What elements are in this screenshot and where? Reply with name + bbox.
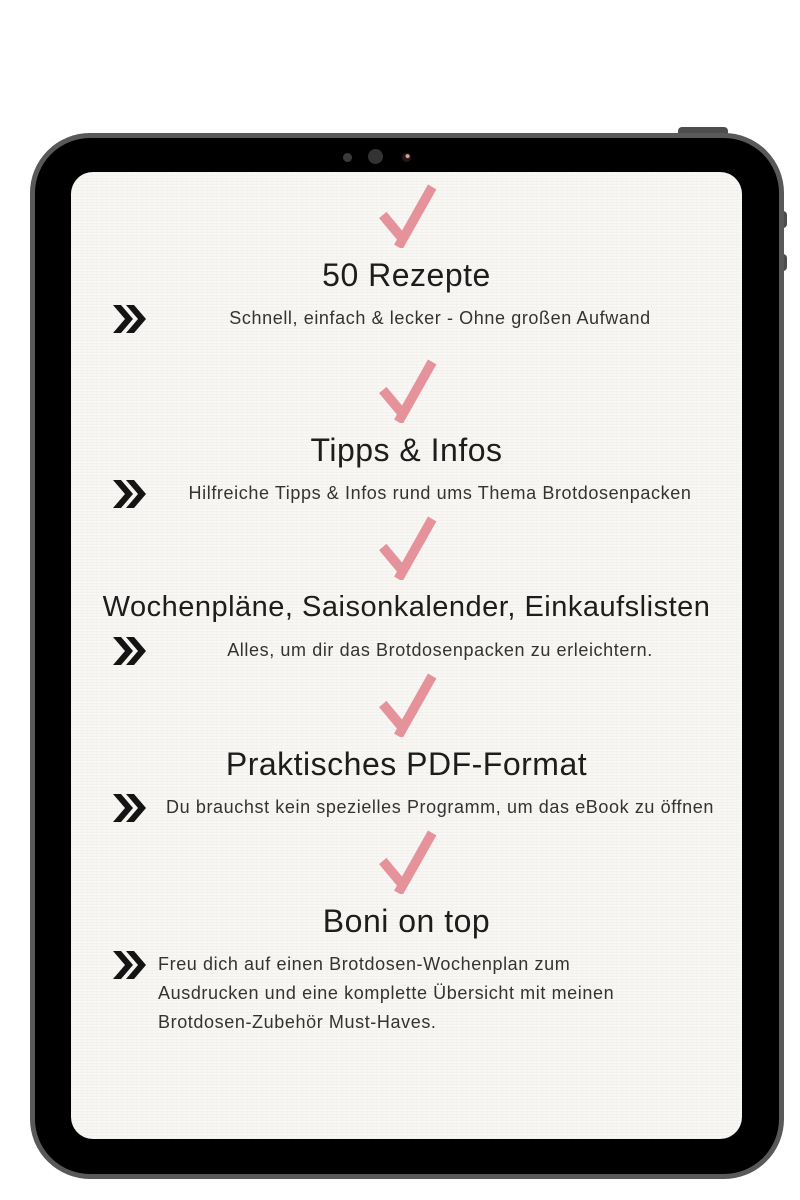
feature-description: Freu dich auf einen Brotdosen-Wochenplan zum Ausdrucken und eine komplette Übersicht mit meinen Brotdosen-Zubehör Must-Haves. — [158, 954, 615, 1032]
feature-description: Schnell, einfach & lecker - Ohne großen Aufwand — [229, 308, 651, 328]
feature-subline — [71, 950, 742, 1037]
feature-title: Wochenpläne, Saisonkalender, Einkaufslisten — [102, 591, 711, 623]
sensor-dot — [368, 149, 383, 164]
checkmark-icon — [376, 516, 438, 580]
feature-title: Tipps & Infos — [310, 432, 503, 468]
checkmark-icon — [376, 673, 438, 737]
checkmark-icon — [376, 830, 438, 894]
feature-subline — [71, 793, 742, 822]
feature-title: 50 Rezepte — [322, 257, 491, 293]
feature-list — [71, 172, 742, 1139]
double-chevron-right-icon — [112, 950, 146, 979]
feature-item — [71, 673, 742, 822]
feature-subline — [71, 304, 742, 333]
tablet-screen — [71, 172, 742, 1139]
checkmark-icon — [376, 359, 438, 423]
feature-subline — [71, 636, 742, 665]
feature-title: Boni on top — [322, 903, 491, 939]
tablet-frame — [30, 133, 784, 1179]
feature-item — [71, 184, 742, 333]
feature-item — [71, 516, 742, 665]
double-chevron-right-icon — [112, 479, 146, 508]
double-chevron-right-icon — [112, 636, 146, 665]
feature-item — [71, 359, 742, 508]
double-chevron-right-icon — [112, 304, 146, 333]
checkmark-icon — [376, 184, 438, 248]
double-chevron-right-icon — [112, 793, 146, 822]
feature-description: Alles, um dir das Brotdosenpacken zu erleichtern. — [227, 640, 653, 660]
feature-item — [71, 830, 742, 1037]
feature-description: Hilfreiche Tipps & Infos rund ums Thema Brotdosenpacken — [188, 483, 692, 503]
sensor-dot — [343, 153, 352, 162]
feature-description: Du brauchst kein spezielles Programm, um das eBook zu öffnen — [166, 797, 714, 817]
front-camera-icon — [402, 153, 411, 162]
feature-subline — [71, 479, 742, 508]
feature-title: Praktisches PDF-Format — [225, 746, 588, 782]
